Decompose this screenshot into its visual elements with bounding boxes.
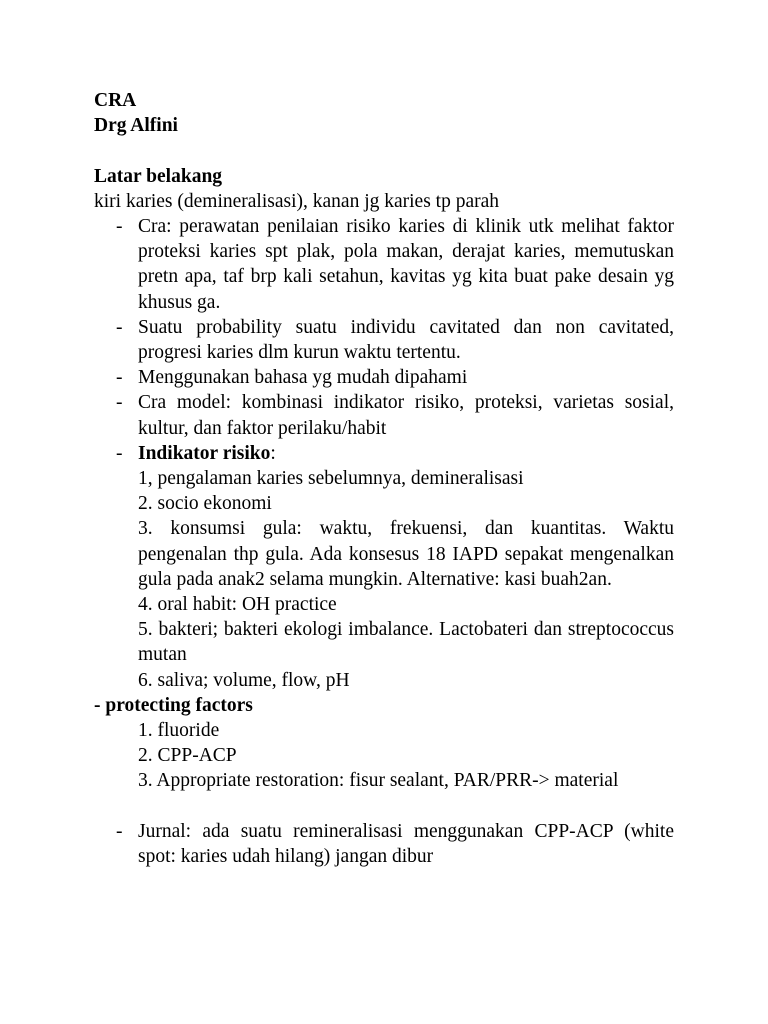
dash-marker: - bbox=[116, 392, 123, 414]
indicator-colon: : bbox=[270, 442, 276, 464]
dash-marker: - bbox=[116, 216, 123, 237]
dash-marker: - bbox=[116, 367, 123, 389]
indicator-heading: Indikator risiko bbox=[138, 442, 271, 464]
journal-item bbox=[94, 819, 674, 869]
bullet-text: Menggunakan bahasa yg mudah dipahami bbox=[138, 367, 468, 389]
blank-line bbox=[94, 794, 674, 819]
section-heading: Latar belakang bbox=[94, 165, 223, 187]
indicator-item: 2. socio ekonomi bbox=[138, 493, 272, 515]
protecting-heading: - protecting factors bbox=[94, 694, 253, 716]
document-title: CRA bbox=[94, 90, 137, 111]
bullet-item bbox=[94, 390, 674, 440]
journal-list bbox=[94, 819, 674, 869]
indicator-item: 1, pengalaman karies sebelumnya, demineralisasi bbox=[138, 468, 524, 490]
dash-marker: - bbox=[116, 442, 123, 464]
bullet-item bbox=[94, 315, 674, 365]
bullet-text: Suatu probability suatu individu cavitated dan non cavitated, progresi karies dlm kurun waktu tertentu. bbox=[138, 316, 674, 364]
journal-text: Jurnal: ada suatu remineralisasi menggunakan CPP-ACP (white spot: karies udah hilang) jangan dibur bbox=[138, 820, 674, 868]
dash-marker: - bbox=[116, 820, 123, 842]
intro-paragraph: kiri karies (demineralisasi), kanan jg karies tp parah bbox=[94, 190, 500, 212]
document-author: Drg Alfini bbox=[94, 115, 178, 137]
bullet-text: Cra model: kombinasi indikator risiko, proteksi, varietas sosial, kultur, dan faktor perilaku/habit bbox=[138, 392, 674, 439]
bullet-list bbox=[94, 214, 674, 466]
protecting-item: 3. Appropriate restoration: fisur sealant, PAR/PRR-> material bbox=[138, 770, 619, 792]
protecting-item: 1. fluoride bbox=[138, 720, 220, 742]
indicator-heading-item bbox=[94, 441, 674, 466]
indicator-item: 6. saliva; volume, flow, pH bbox=[138, 669, 350, 691]
indicator-item: 3. konsumsi gula: waktu, frekuensi, dan kuantitas. Waktu pengenalan thp gula. Ada konsesus 18 IAPD sepakat mengenalkan gula pada anak2 selama mungkin. Alternative: kasi buah2an. bbox=[138, 518, 674, 590]
bullet-item bbox=[94, 365, 674, 390]
protecting-item: 2. CPP-ACP bbox=[138, 745, 237, 767]
indicator-item: 5. bakteri; bakteri ekologi imbalance. Lactobateri dan streptococcus mutan bbox=[138, 619, 674, 666]
bullet-text: Cra: perawatan penilaian risiko karies di klinik utk melihat faktor proteksi karies spt plak, pola makan, derajat karies, memutuskan pretn apa, taf brp kali setahun, kavitas yg kita buat pake desain yg khusus ga. bbox=[138, 216, 674, 313]
bullet-item bbox=[94, 214, 674, 315]
indicator-item: 4. oral habit: OH practice bbox=[138, 594, 337, 616]
blank-line bbox=[94, 138, 674, 163]
dash-marker: - bbox=[116, 316, 123, 338]
